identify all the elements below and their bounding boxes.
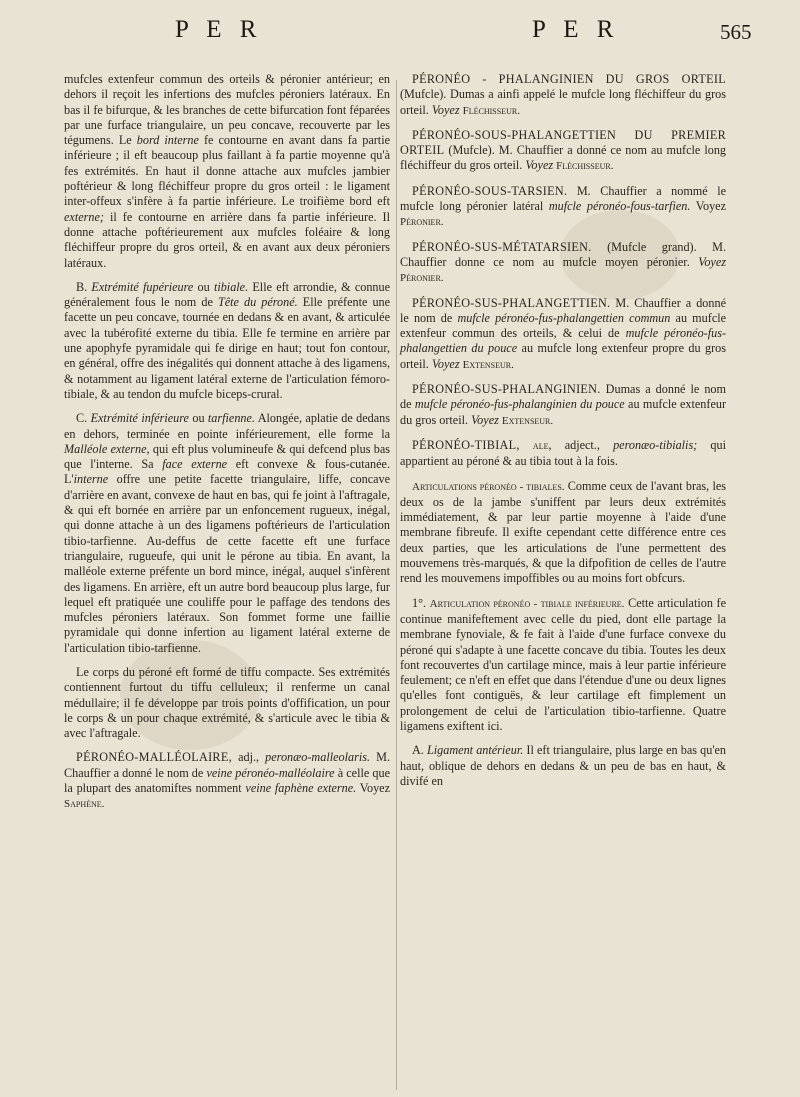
cross-reference: Extenseur.: [462, 358, 514, 371]
headword: PÉRONÉO-SUS-MÉTATARSIEN.: [412, 239, 592, 254]
cross-reference: Péronier.: [400, 216, 444, 229]
headword: PÉRONÉO-TIBIAL,: [412, 437, 520, 452]
entry: PÉRONÉO-SUS-MÉTATARSIEN. (Mufcle grand). M. Chauffier donne ce nom au mufcle moyen péronier. Voyez Péronier.: [400, 239, 726, 285]
headword: PÉRONÉO - PHALANGINIEN DU GROS ORTEIL: [412, 72, 726, 86]
entry: PÉRONÉO-SOUS-TARSIEN. M. Chauffier a nommé le mufcle long péronier latéral mufcle péronéo-fous-tarfien. Voyez Péronier.: [400, 183, 726, 229]
entry: PÉRONÉO-TIBIAL, ale, adject., peronæo-tibialis; qui appartient au péroné & au tibia tout à la fois.: [400, 437, 726, 469]
paragraph: Articulations péronéo - tibiales. Comme ceux de l'avant bras, les deux os de la jambe s'uniffent par leurs deux extrémités immédiatement, & par leur partie moyenne à l'aide d'une membrane fibreufe. Il exifte cependant cette différence entre ces deux parties, que les articulations de l'une permettent des mouvemens très-marqués, & que la difpofition de celles de l'autre rend les mouvemens impoffibles ou au moins fort obfcurs.: [400, 478, 727, 586]
left-column: [64, 72, 390, 822]
page-number: 565: [720, 20, 752, 44]
cross-reference: Extenseur.: [501, 414, 554, 427]
cross-reference: Saphène.: [64, 798, 105, 811]
running-head: [0, 16, 800, 56]
cross-reference: Péronier.: [400, 272, 444, 285]
section-heading: Articulation péronéo - tibiale inférieure.: [429, 597, 625, 610]
paragraph: mufcles extenfeur commun des orteils & péronier antérieur; en dehors il reçoit les infertions des mufcles péroniers latéraux. En bas il fe bifurque, & les branches de cette bifurcation font féparées par une furface triangulaire, un peu concave, recouverte par les tégumens. Le bord interne fe contourne en avant dans fa partie inférieure ; il eft beaucoup plus faillant à fa partie moyenne qu'à fes extrémités. En haut il donne attache aux mufcles jambier poftérieur & long fléchiffeur propre du gros orteil : le ligament inter-offeux s'infère à fa partie inférieure. Le troifième bord eft externe; il fe contourne en arrière dans fa partie inférieure. Il donne attache poftérieurement aux mufcles foléaire & long fléchiffeur propre du gros orteil, & en avant aux deux péroniers latéraux.: [64, 72, 391, 270]
entry: PÉRONÉO-SOUS-PHALANGETTIEN DU PREMIER ORTEIL (Mufcle). M. Chauffier a donné ce nom au mufcle long fléchiffeur du gros orteil. Voyez Fléchisseur.: [400, 127, 727, 173]
cross-reference: Fléchisseur.: [556, 160, 614, 173]
paragraph: A. Ligament antérieur. Il eft triangulaire, plus large en bas qu'en haut, oblique de dehors en dedans & un peu de bas en haut, & divifé en: [400, 743, 727, 788]
paragraph: 1°. Articulation péronéo - tibiale inférieure. Cette articulation fe continue manifeftement avec celle du pied, dont elle partage la membrane fynoviale, & fe fait à l'aide d'une furface convexe du péroné qui s'adapte à une facette concave du tibia. Toutes les deux font recouvertes d'un cartilage mince, mais à leur partie inférieure feulement; ce n'eft en effet que dans l'étendue d'une ou deux lignes qu'elles font contiguës, & leur cartilage eft fimplement un prolongement de celui de l'articulation tibio-tarfienne. Quatre ligamens exiftent ici.: [400, 595, 727, 733]
section-heading: Articulations péronéo - tibiales.: [412, 480, 565, 493]
paragraph: C. Extrémité inférieure ou tarfienne. Alongée, aplatie de dedans en dehors, terminée en pointe inférieurement, elle forme la Malléole externe, qui eft plus volumineufe & qui defcend plus bas que l'interne. Sa face externe eft convexe & fous-cutanée. L'interne offre une petite facette triangulaire, liffe, concave d'arrière en avant, convexe de haut en bas, qui fe joint à l'aftragale, & qui eft bornée en arrière par un enfoncement rugueux, inégal, qui donne attache à un des ligamens poftérieurs de l'articulation tibio-tarfienne. Au-deffus de cette facette eft une furface triangulaire, rugueufe, qui unit le pérone au tibia. En avant, la malléole externe préfente un bord mince, inégal, auquel s'infèrent des ligamens. En arrière, eft un autre bord beaucoup plus large, fur lequel eft pratiquée une couliffe pour le paffage des tendons des mufcles péroniers latéraux. Son fommet forme une faillie pyramidale qui donne infertion au ligament latéral externe de l'articulation tibio-tarfienne.: [64, 411, 391, 655]
entry: PÉRONÉO-SUS-PHALANGINIEN. Dumas a donné le nom de mufcle péronéo-fus-phalanginien du pouce au mufcle extenfeur du gros orteil. Voyez Extenseur.: [400, 382, 727, 427]
right-column: [400, 72, 726, 798]
headword: PÉRONÉO-SOUS-TARSIEN.: [412, 183, 568, 198]
running-head-middle: P E R: [532, 16, 620, 43]
headword: PÉRONÉO-MALLÉOLAIRE,: [76, 750, 232, 765]
paragraph: B. Extrémité fupérieure ou tibiale. Elle eft arrondie, & connue généralement fous le nom de Tête du péroné. Elle préfente une facette un peu concave, tournée en dedans & en avant, & articulée avec la tubérofité externe du tibia. Elle fe termine en arrière par une apophyfe pyramidale qui fe dirige en haut; tout fon contour, en général, offre des inégalités qui donnent attache à des ligamens, & notamment au ligament latéral externe de l'articulation fémoro-tibiale, & au tendon du mufcle biceps-crural.: [64, 279, 391, 401]
running-head-left: P E R: [175, 16, 263, 43]
entry: PÉRONÉO - PHALANGINIEN DU GROS ORTEIL (Mufcle). Dumas a ainfi appelé le mufcle long fléchiffeur du gros orteil. Voyez Fléchisseur.: [400, 72, 726, 117]
entry: PÉRONÉO-SUS-PHALANGETTIEN. M. Chauffier a donné le nom de mufcle péronéo-fus-phalangettien commun au mufcle extenfeur commun des orteils, & celui de mufcle péronéo-fus-phalangettien du pouce au mufcle long extenfeur propre du gros orteil. Voyez Extenseur.: [400, 295, 727, 371]
cross-reference: Fléchisseur.: [462, 104, 520, 117]
paragraph: Le corps du péroné eft formé de tiffu compacte. Ses extrémités contiennent furtout du tiffu celluleux; il renferme un canal médullaire; il fe développe par trois points d'offification, un pour le corps & un pour chaque extrémité, & s'articule avec le tibia & avec l'aftragale.: [64, 664, 390, 741]
column-rule: [396, 80, 397, 1090]
headword: PÉRONÉO-SUS-PHALANGETTIEN.: [412, 295, 611, 310]
headword: PÉRONÉO-SUS-PHALANGINIEN.: [412, 382, 601, 397]
headword: PÉRONÉO-SOUS-PHALANGETTIEN DU PREMIER ORTEIL: [400, 127, 726, 158]
entry-peroneo-malleolaire: PÉRONÉO-MALLÉOLAIRE, adj., peronæo-malleolaris. M. Chauffier a donné le nom de veine péronéo-malléolaire à celle que la plupart des anatomiftes nomment veine faphène externe. Voyez Saphène.: [64, 750, 391, 811]
